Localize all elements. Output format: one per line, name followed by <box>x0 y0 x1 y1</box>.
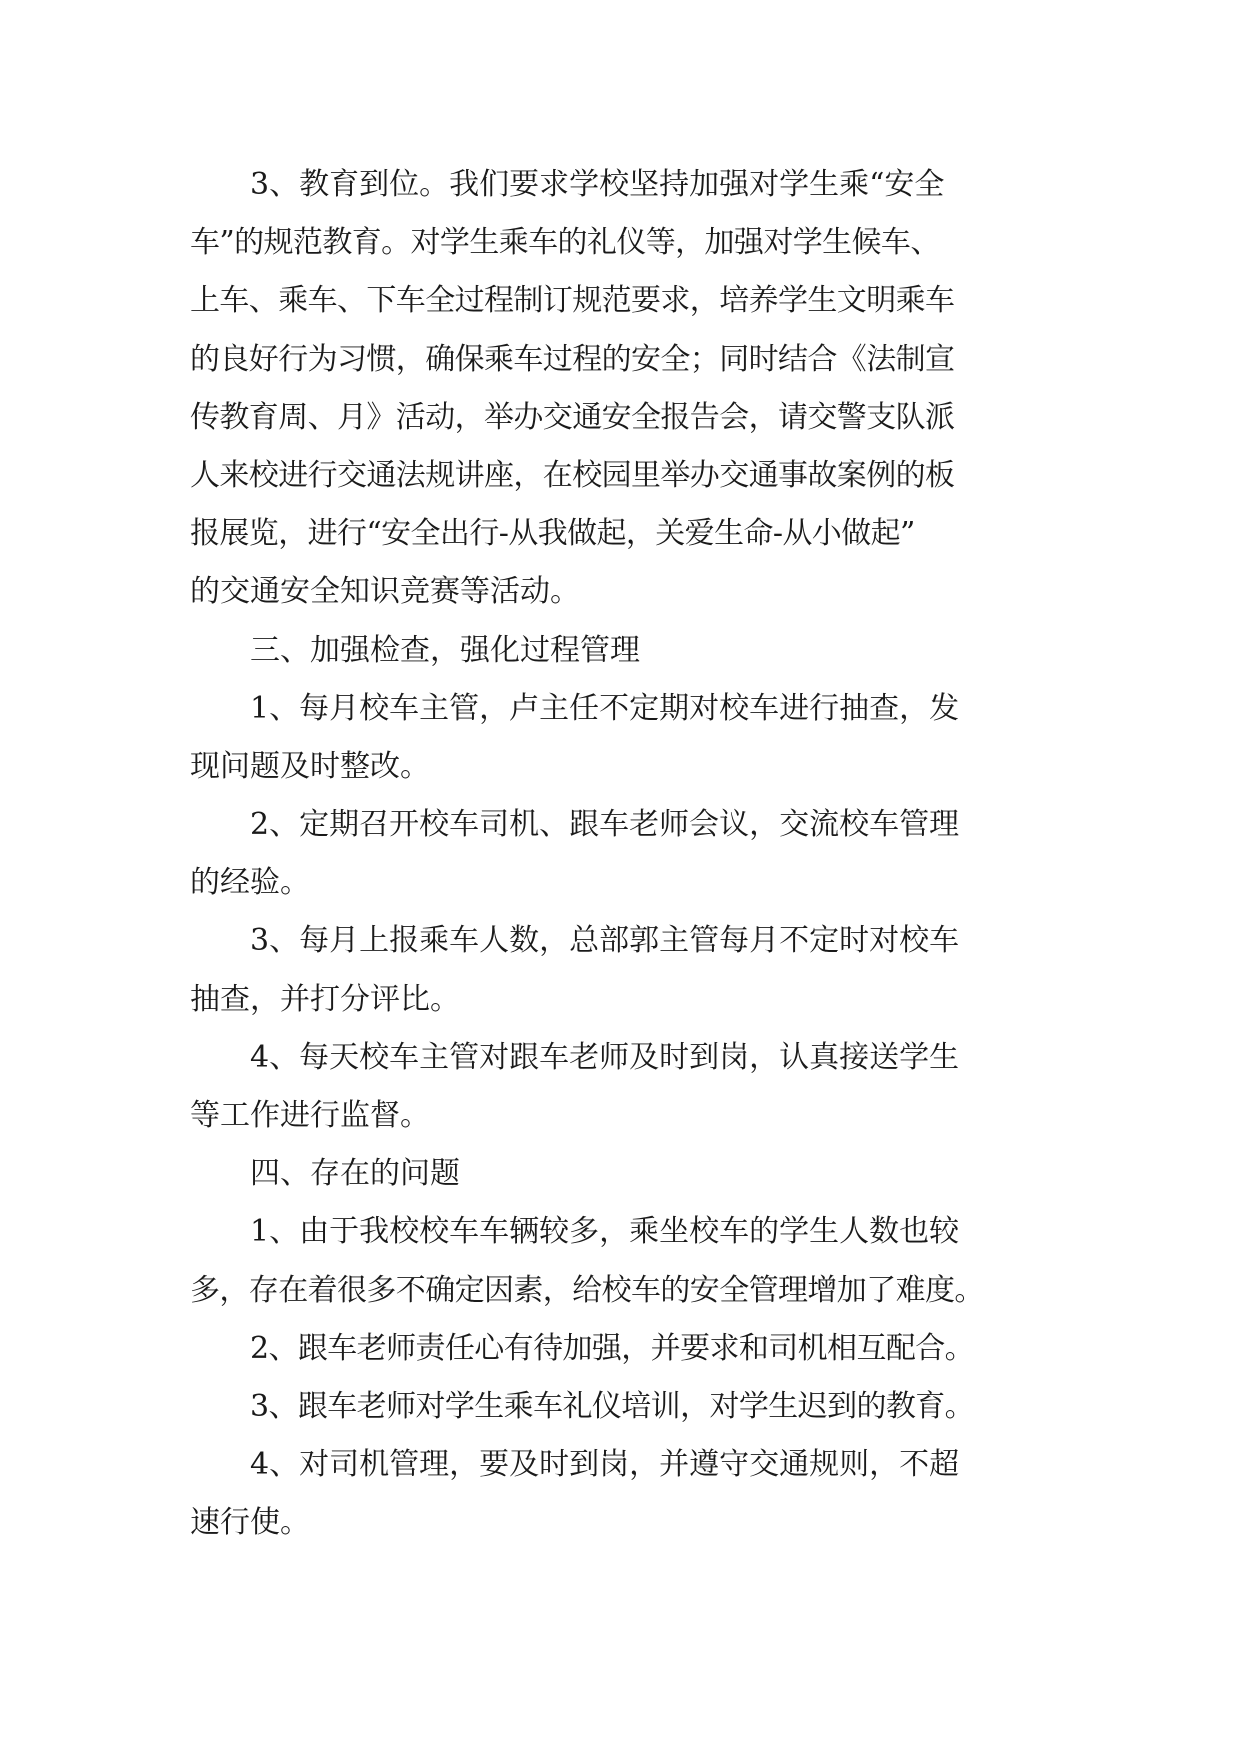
section-heading: 四、存在的问题 <box>250 1156 460 1192</box>
paragraph-line: 4、对司机管理，要及时到岗，并遵守交通规则，不超 <box>250 1447 960 1483</box>
paragraph-line: 现问题及时整改。 <box>190 748 430 784</box>
paragraph-line: 抽查，并打分评比。 <box>190 981 460 1017</box>
paragraph-line: 等工作进行监督。 <box>190 1098 430 1133</box>
paragraph-line: 传教育周、月》活动，举办交通安全报告会，请交警支队派 <box>190 399 955 435</box>
paragraph-line: 2、跟车老师责任心有待加强，并要求和司机相互配合。 <box>250 1330 975 1366</box>
paragraph-line: 的经验。 <box>190 865 310 901</box>
paragraph-line: 车”的规范教育。对学生乘车的礼仪等，加强对学生候车、 <box>190 225 940 261</box>
document-body <box>190 156 1060 1553</box>
section-heading: 三、加强检查，强化过程管理 <box>250 632 640 668</box>
paragraph-line: 1、由于我校校车车辆较多，乘坐校车的学生人数也较 <box>250 1214 960 1250</box>
paragraph-line: 的交通安全知识竞赛等活动。 <box>190 574 580 610</box>
paragraph-line: 报展览，进行“安全出行-从我做起，关爱生命-从小做起” <box>190 516 915 552</box>
paragraph-line: 速行使。 <box>190 1505 310 1541</box>
paragraph-line: 的良好行为习惯，确保乘车过程的安全；同时结合《法制宣 <box>190 341 955 377</box>
paragraph-line: 人来校进行交通法规讲座，在校园里举办交通事故案例的板 <box>190 457 955 493</box>
paragraph-line: 多，存在着很多不确定因素，给校车的安全管理增加了难度。 <box>190 1272 984 1308</box>
paragraph-line: 3、教育到位。我们要求学校坚持加强对学生乘“安全 <box>250 167 945 202</box>
paragraph-line: 4、每天校车主管对跟车老师及时到岗，认真接送学生 <box>250 1039 960 1075</box>
paragraph-line: 3、每月上报乘车人数，总部郭主管每月不定时对校车 <box>250 923 960 959</box>
paragraph-line: 2、定期召开校车司机、跟车老师会议，交流校车管理 <box>250 807 960 843</box>
paragraph-line: 上车、乘车、下车全过程制订规范要求，培养学生文明乘车 <box>190 283 955 319</box>
paragraph-line: 3、跟车老师对学生乘车礼仪培训，对学生迟到的教育。 <box>250 1388 975 1424</box>
paragraph-line: 1、每月校车主管，卢主任不定期对校车进行抽查，发 <box>250 690 960 726</box>
